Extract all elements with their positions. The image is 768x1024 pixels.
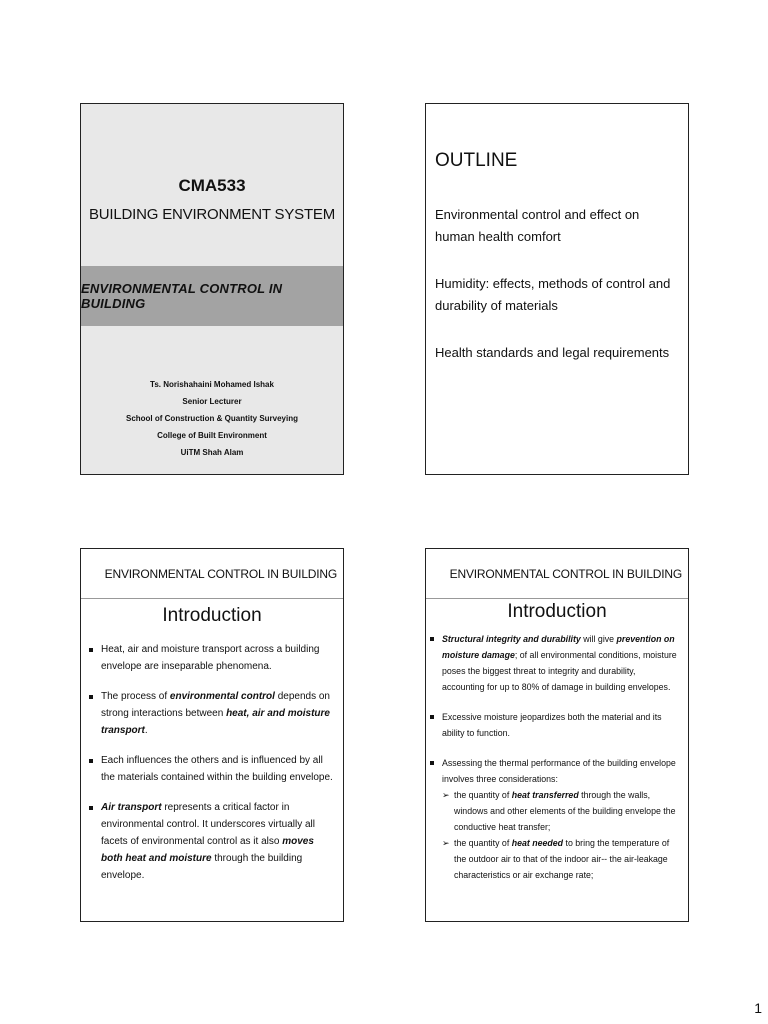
topic-band [81,266,343,326]
bullet-item: Heat, air and moisture transport across a building envelope are inseparable phenomena. [87,641,335,675]
introduction-slide-2 [425,548,689,922]
bullet-item: Each influences the others and is influenced by all the materials contained within the building envelope. [87,752,335,786]
sub-bullet-item: ➢ the quantity of heat transferred through the walls, windows and other elements of the building envelope the conductive heat transfer; [442,787,680,835]
outline-list [435,204,678,389]
bullet-list [428,631,680,897]
author-college: College of Built Environment [157,431,267,440]
outline-item: Health standards and legal requirements [435,345,670,360]
title-slide [80,103,344,475]
author-school: School of Construction & Quantity Surveying [125,414,298,423]
course-title: BUILDING ENVIRONMENT SYSTEM [88,206,336,223]
bullet-item: Assessing the thermal performance of the building envelope involves three considerations: ➢ the quantity of heat transferred through the walls, windows and other elements of the building envelope the conductive heat transfer; ➢ the quantity of heat needed to bring the temperature of the outdoor air to that of the indoor air-- the air-leakage characteristics or air exchange rate; [428,755,680,883]
bullet-list [87,641,335,897]
bullet-item: Excessive moisture jeopardizes both the material and its ability to function. [428,709,680,741]
course-code: CMA533 [178,176,246,195]
sub-bullet-item: ➢ the quantity of heat needed to bring the temperature of the outdoor air to that of the indoor air-- the air-leakage characteristics or air exchange rate; [442,835,680,883]
author-position: Senior Lecturer [182,397,242,406]
outline-title: OUTLINE [435,150,518,171]
slide-title: Introduction [162,605,262,626]
author-name: Ts. Norishahaini Mohamed Ishak [150,380,274,389]
bullet-item: Structural integrity and durability will give prevention on moisture damage; of all environmental conditions, moisture poses the biggest threat to integrity and durability, accounting for up to 80% of damage in building envelopes. [428,631,680,695]
slide-header: ENVIRONMENTAL CONTROL IN BUILDING [426,549,688,599]
outline-slide [425,103,689,475]
introduction-slide-1 [80,548,344,922]
author-campus: UiTM Shah Alam [180,448,244,457]
bullet-item: Air transport represents a critical factor in environmental control. It underscores virtually all facets of environmental control as it also moves both heat and moisture through the building envelope. [87,799,335,884]
slide-header: ENVIRONMENTAL CONTROL IN BUILDING [81,549,343,599]
page-number: 1 [754,1000,762,1016]
slide-title: Introduction [507,601,607,622]
bullet-item: The process of environmental control depends on strong interactions between heat, air and moisture transport. [87,688,335,739]
outline-item: Environmental control and effect on human health comfort [435,207,640,244]
topic-title: ENVIRONMENTAL CONTROL IN BUILDING [81,281,283,311]
outline-item: Humidity: effects, methods of control and durability of materials [435,276,671,313]
author-credits [81,376,343,461]
sub-bullet-list [442,787,680,883]
